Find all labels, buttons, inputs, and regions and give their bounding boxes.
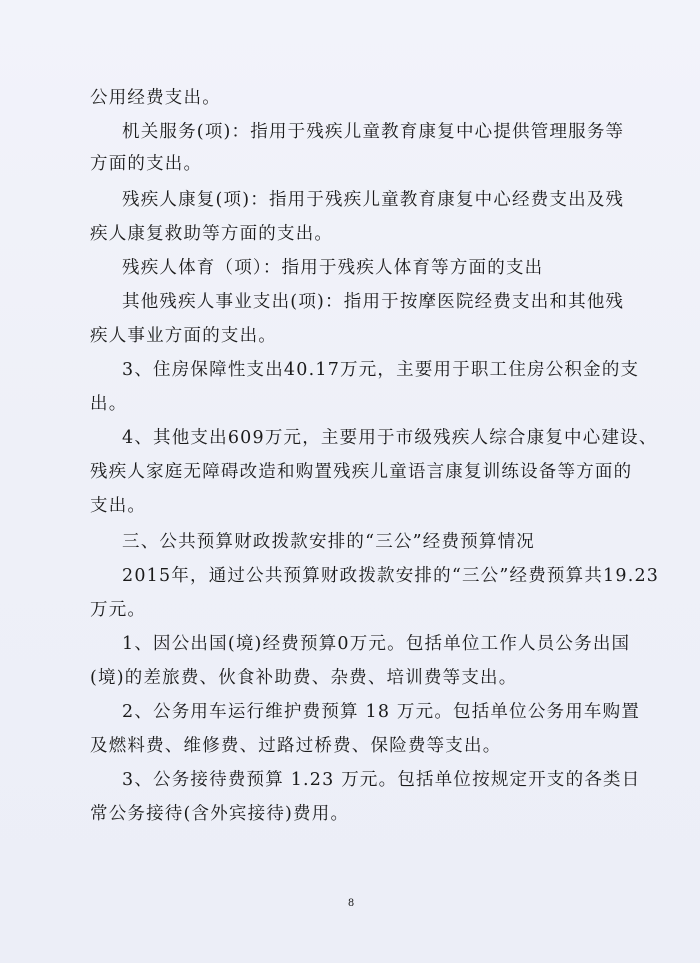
section-heading: 三、公共预算财政拨款安排的“三公”经费预算情况 — [122, 532, 535, 552]
page-number: 8 — [347, 898, 355, 909]
paragraph-line: 3、住房保障性支出40.17万元，主要用于职工住房公积金的支 — [122, 360, 640, 380]
paragraph-line: 疾人事业方面的支出。 — [90, 326, 277, 346]
paragraph-line: 残疾人家庭无障碍改造和购置残疾儿童语言康复训练设备等方面的 — [90, 462, 633, 482]
paragraph-line: 其他残疾人事业支出(项)：指用于按摩医院经费支出和其他残 — [122, 292, 625, 312]
paragraph-line: 常公务接待(含外宾接待)费用。 — [90, 804, 350, 824]
paragraph-line: (境)的差旅费、伙食补助费、杂费、培训费等支出。 — [90, 668, 518, 688]
paragraph-line: 4、其他支出609万元，主要用于市级残疾人综合康复中心建设、 — [122, 428, 658, 448]
paragraph-line: 机关服务(项)：指用于残疾儿童教育康复中心提供管理服务等 — [122, 122, 625, 142]
paragraph-line: 2015年，通过公共预算财政拨款安排的“三公”经费预算共19.23 — [122, 566, 660, 586]
paragraph-line: 残疾人康复(项)：指用于残疾儿童教育康复中心经费支出及残 — [122, 190, 625, 210]
paragraph-line: 3、公务接待费预算 1.23 万元。包括单位按规定开支的各类日 — [122, 770, 641, 790]
paragraph-line: 2、公务用车运行维护费预算 18 万元。包括单位公务用车购置 — [122, 702, 641, 722]
paragraph-line: 及燃料费、维修费、过路过桥费、保险费等支出。 — [90, 736, 502, 756]
paragraph-line: 1、因公出国(境)经费预算0万元。包括单位工作人员公务出国 — [122, 634, 631, 654]
paragraph-line: 公用经费支出。 — [90, 88, 221, 108]
paragraph-line: 出。 — [90, 394, 128, 414]
paragraph-line: 支出。 — [90, 496, 147, 516]
paragraph-line: 万元。 — [90, 600, 147, 620]
paragraph-line: 疾人康复救助等方面的支出。 — [90, 224, 334, 244]
paragraph-line: 方面的支出。 — [90, 154, 203, 174]
paragraph-line: 残疾人体育（项）：指用于残疾人体育等方面的支出 — [122, 258, 544, 278]
